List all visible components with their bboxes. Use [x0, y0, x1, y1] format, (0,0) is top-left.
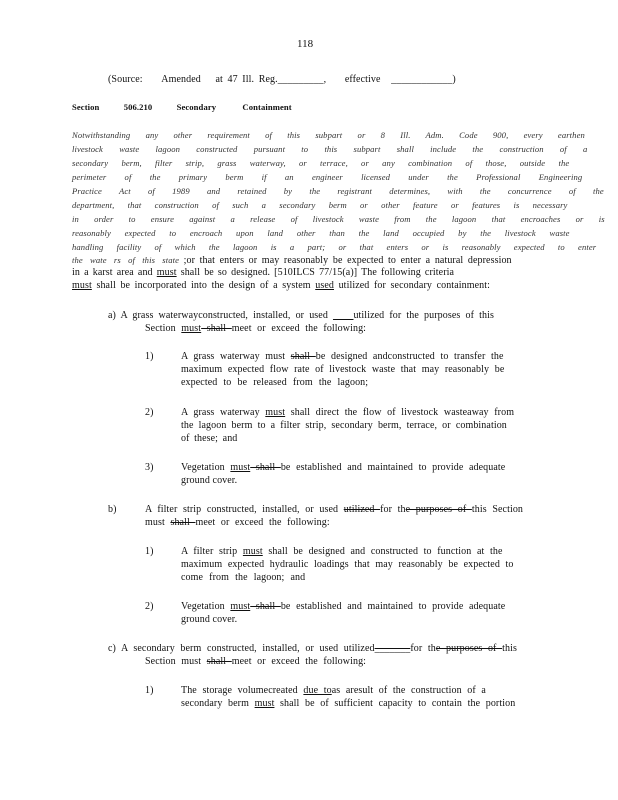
para1-line-12-must: must: [72, 280, 92, 291]
item-c-strike: _______: [374, 643, 411, 654]
para1-line-6: department, that construction of such a secondary berm or other feature or features is necessary: [72, 200, 568, 210]
item-c1-due-to: due to: [303, 685, 332, 696]
section-label: Section: [72, 102, 100, 112]
page-number: 118: [297, 38, 314, 50]
item-a-line-1: [108, 310, 494, 322]
item-a1-line-1: [181, 351, 504, 363]
item-b1-line-2: maximum expected hydraulic loadings that may reasonably be expected to: [181, 559, 514, 570]
para1-line-12-text: shall be incorporated into the design of a system: [91, 280, 316, 291]
item-a3-line-2: ground cover.: [181, 475, 238, 486]
item-a3-must: must: [230, 462, 251, 473]
item-a2-number: 2): [145, 407, 154, 418]
item-b2-line-1: [181, 601, 505, 613]
section-number: 506.210: [123, 102, 153, 112]
item-b-shall: shall: [170, 517, 196, 528]
item-a2-rest: shall direct the flow of livestock wasteaway from: [285, 407, 515, 418]
para1-line-2: livestock waste lagoon constructed pursuant to this subpart shall include the construction of a: [72, 144, 588, 154]
item-c-rest: this: [502, 643, 517, 654]
para1-line-11-must: must: [156, 267, 177, 278]
item-b-rest: this Section: [471, 504, 524, 515]
item-b2-shall: shall: [250, 601, 281, 612]
item-a3-line-1: [181, 462, 505, 474]
item-b1-line-3: come from the lagoon; and: [181, 572, 306, 583]
section-title-2: Containment: [242, 102, 292, 112]
para1-line-12-used: used: [315, 280, 334, 291]
item-a2-line-1: [181, 407, 514, 419]
item-c-for: for th: [410, 643, 436, 654]
para1-line-4: perimeter of the primary berm if an engineer licensed under the Professional Engineering: [72, 172, 583, 182]
para1-line-9: handling facility of which the lagoon is a part; or that enters or is reasonably expected to enter: [72, 242, 597, 252]
item-a2-text: A grass waterway: [181, 407, 266, 418]
item-b-utilized: utilized: [343, 504, 381, 515]
item-b-for: for th: [380, 504, 406, 515]
item-c1-number: 1): [145, 685, 154, 696]
item-c-shall: shall: [206, 656, 232, 667]
item-b-text: A filter strip constructed, installed, or used: [145, 504, 344, 515]
item-c1-line-2: [181, 698, 515, 710]
item-c1-must: must: [254, 698, 275, 709]
item-b1-text: A filter strip: [181, 546, 243, 557]
item-c1-rest-2: shall be of sufficient capacity to contain the portion: [274, 698, 516, 709]
item-a3-number: 3): [145, 462, 154, 473]
para1-line-11: [72, 267, 454, 279]
item-b2-must: must: [230, 601, 251, 612]
item-c-purposes: e purposes of: [435, 643, 503, 654]
item-b2-text: Vegetation: [181, 601, 231, 612]
item-a3-text: Vegetation: [181, 462, 231, 473]
item-c-line-1: [108, 643, 517, 655]
item-b-label: b): [108, 504, 117, 515]
item-c1-text-2: secondary berm: [181, 698, 255, 709]
item-a-meet: meet or exceed the following:: [231, 323, 367, 334]
item-c-text: c) A secondary berm constructed, installed, or used utilized: [108, 643, 375, 654]
item-a1-shall: shall: [290, 351, 316, 362]
para1-line-5: Practice Act of 1989 and retained by the registrant determines, with the concurrence of the: [72, 186, 604, 196]
para1-line-3: secondary berm, filter strip, grass waterway, or terrace, or any combination of those, outside the: [72, 158, 570, 168]
section-title-1: Secondary: [176, 102, 217, 112]
source-line: [108, 74, 456, 86]
source-blank-2: ____________): [391, 74, 456, 85]
item-b-line-2: [145, 517, 330, 529]
item-b-meet: meet or exceed the following:: [195, 517, 330, 528]
source-reg: at 47 Ill. Reg.: [215, 74, 278, 85]
source-effective: effective: [344, 74, 381, 85]
item-b2-rest: be established and maintained to provide adequate: [280, 601, 506, 612]
para1-line-7: in order to ensure against a release of livestock waste from the lagoon that encroaches or is: [72, 214, 605, 224]
item-c-meet: meet or exceed the following:: [231, 656, 367, 667]
item-a-line-2: [145, 323, 366, 335]
item-a3-rest: be established and maintained to provide adequate: [280, 462, 506, 473]
item-a-must: must: [181, 323, 202, 334]
item-a1-number: 1): [145, 351, 154, 362]
para1-line-1: Notwithstanding any other requirement of this subpart or 8 Ill. Adm. Code 900, every earthen: [72, 130, 585, 140]
item-b1-number: 1): [145, 546, 154, 557]
item-b2-line-2: ground cover.: [181, 614, 238, 625]
item-a1-line-3: expected to be released from the lagoon;: [181, 377, 369, 388]
item-a-section: Section: [145, 323, 182, 334]
item-c-section: Section must: [145, 656, 207, 667]
item-c1-rest: as aresult of the construction of a: [331, 685, 486, 696]
item-a1-line-2: maximum expected flow rate of livestock waste that may reasonably be: [181, 364, 505, 375]
item-a2-line-3: of these; and: [181, 433, 238, 444]
item-a-blank: ____: [333, 310, 354, 321]
item-a2-must: must: [265, 407, 286, 418]
item-c1-line-1: [181, 685, 486, 697]
item-b-must: must: [145, 517, 171, 528]
item-b1-line-1: [181, 546, 503, 558]
para1-line-11-text: in a karst area and: [72, 267, 157, 278]
item-a-shall: shall: [201, 323, 232, 334]
item-a-rest: utilized for the purposes of this: [353, 310, 494, 321]
para1-line-10: [72, 254, 512, 267]
item-b-line-1: [145, 504, 523, 516]
para1-line-10-text: ;or that enters or may reasonably be expected to enter a natural depression: [179, 255, 512, 266]
item-a1-rest: be designed andconstructed to transfer the: [315, 351, 504, 362]
item-b2-number: 2): [145, 601, 154, 612]
item-b-purposes: e purposes of: [405, 504, 472, 515]
source-amended: Amended: [161, 74, 201, 85]
item-c1-text: The storage volumecreated: [181, 685, 304, 696]
item-a2-line-2: the lagoon berm to a filter strip, secondary berm, terrace, or combination: [181, 420, 507, 431]
para1-line-8: reasonably expected to encroach upon land other than the land occupied by the livestock waste: [72, 228, 570, 238]
para1-line-12-rest: utilized for secondary containment:: [333, 280, 490, 291]
source-blank-1: _________,: [277, 74, 327, 85]
source-label: (Source:: [108, 74, 143, 85]
item-c-line-2: [145, 656, 366, 668]
para1-line-12: [72, 280, 490, 292]
item-a-text: a) A grass waterwayconstructed, installed, or used: [108, 310, 334, 321]
section-heading: [72, 101, 292, 113]
item-a1-text: A grass waterway must: [181, 351, 291, 362]
para1-line-10-italic: the wate rs of this state: [72, 255, 179, 265]
item-a3-shall: shall: [250, 462, 281, 473]
para1-line-11-rest: shall be so designed. [510ILCS 77/15(a)] The following criteria: [176, 267, 455, 278]
item-b1-rest: shall be designed and constructed to function at the: [262, 546, 503, 557]
item-b1-must: must: [242, 546, 263, 557]
